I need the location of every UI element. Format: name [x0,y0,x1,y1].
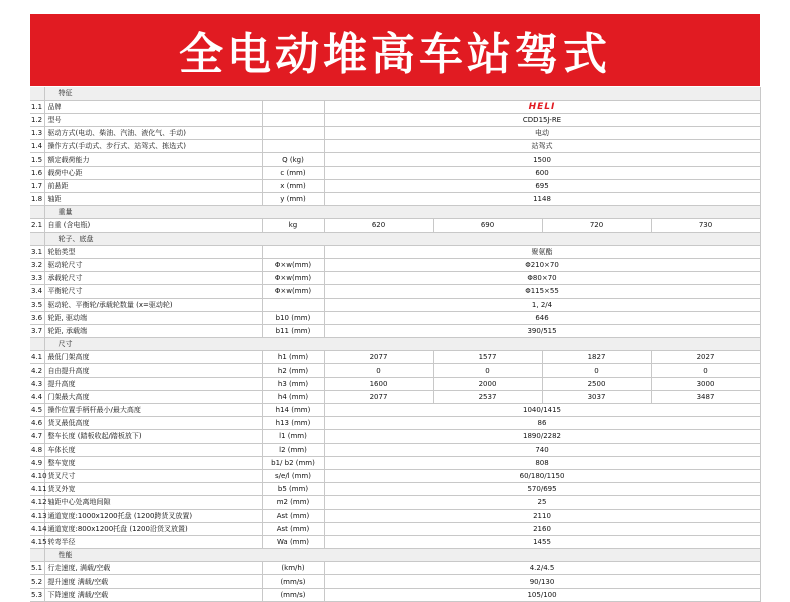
row-name: 转弯半径 [44,535,262,548]
row-value: 90/130 [324,575,760,588]
row-unit: Wa (mm) [262,535,324,548]
table-row [30,496,760,509]
row-value: 720 [542,219,651,232]
row-value: 2537 [433,390,542,403]
table-row [30,193,760,206]
row-name: 轮胎类型 [44,245,262,258]
row-unit [262,100,324,113]
row-number: 3.7 [30,324,44,337]
row-number: 1.5 [30,153,44,166]
row-value: 690 [433,219,542,232]
row-unit: (km/h) [262,562,324,575]
row-value: 2077 [324,390,433,403]
row-number: 5.2 [30,575,44,588]
section-num-cell [30,338,44,351]
table-row [30,113,760,126]
table-row [30,351,760,364]
table-row [30,483,760,496]
row-value: 2110 [324,509,760,522]
row-name: 操作位置手柄杆最小/最大高度 [44,404,262,417]
table-row [30,535,760,548]
table-row [30,588,760,601]
table-row [30,324,760,337]
row-number: 4.8 [30,443,44,456]
table-row [30,100,760,113]
row-unit [262,127,324,140]
row-value: 1148 [324,193,760,206]
row-name: 货叉尺寸 [44,469,262,482]
table-row [30,575,760,588]
row-value: 0 [433,364,542,377]
row-number: 4.5 [30,404,44,417]
table-row [30,140,760,153]
row-unit: Φ×w(mm) [262,272,324,285]
row-number: 4.15 [30,535,44,548]
table-row [30,298,760,311]
row-number: 4.14 [30,522,44,535]
row-name: 驱动轮尺寸 [44,258,262,271]
row-name: 门架最大高度 [44,390,262,403]
row-unit: l1 (mm) [262,430,324,443]
row-unit: h1 (mm) [262,351,324,364]
row-unit: h4 (mm) [262,390,324,403]
row-unit: s/e/l (mm) [262,469,324,482]
table-row [30,443,760,456]
row-unit: Ast (mm) [262,522,324,535]
row-name: 操作方式(手动式、步行式、站驾式、拣选式) [44,140,262,153]
row-unit: Ast (mm) [262,509,324,522]
row-unit: (mm/s) [262,575,324,588]
row-unit [262,113,324,126]
row-number: 3.4 [30,285,44,298]
row-value: 聚氨酯 [324,245,760,258]
section-label: 轮子、底盘 [44,232,760,245]
row-value: CDD15J-RE [324,113,760,126]
row-value: 2077 [324,351,433,364]
table-row [30,245,760,258]
section-label: 尺寸 [44,338,760,351]
row-number: 5.3 [30,588,44,601]
row-name: 载荷中心距 [44,166,262,179]
row-number: 4.10 [30,469,44,482]
table-row [30,522,760,535]
row-name: 车体长度 [44,443,262,456]
row-name: 通道宽度:1000x1200托盘 (1200跨货叉放置) [44,509,262,522]
row-value: 730 [651,219,760,232]
row-number: 4.6 [30,417,44,430]
row-number: 1.2 [30,113,44,126]
table-row [30,417,760,430]
table-row [30,562,760,575]
page-title: 全电动堆高车站驾式 [179,29,611,80]
row-name: 承载轮尺寸 [44,272,262,285]
table-row [30,127,760,140]
row-unit: b11 (mm) [262,324,324,337]
row-value: 808 [324,456,760,469]
row-unit: b5 (mm) [262,483,324,496]
row-name: 行走速度, 满载/空载 [44,562,262,575]
row-name: 轴距中心处离地间隙 [44,496,262,509]
row-value: 2160 [324,522,760,535]
row-value: Φ80×70 [324,272,760,285]
spec-table [30,87,761,602]
row-name: 品牌 [44,100,262,113]
row-value: 570/695 [324,483,760,496]
row-unit: h3 (mm) [262,377,324,390]
row-number: 3.6 [30,311,44,324]
row-value: 1827 [542,351,651,364]
brand-logo-cell [324,100,760,113]
row-name: 整车宽度 [44,456,262,469]
row-name: 轴距 [44,193,262,206]
section-header [30,549,760,562]
row-value: 站驾式 [324,140,760,153]
row-number: 3.5 [30,298,44,311]
row-value: 1577 [433,351,542,364]
row-name: 货叉外宽 [44,483,262,496]
row-unit: c (mm) [262,166,324,179]
row-unit: y (mm) [262,193,324,206]
section-header [30,87,760,100]
row-unit [262,245,324,258]
row-unit: h2 (mm) [262,364,324,377]
row-name: 轮距, 驱动端 [44,311,262,324]
section-label: 特征 [44,87,760,100]
row-value: 电动 [324,127,760,140]
title-banner [30,14,760,86]
row-value: 620 [324,219,433,232]
section-num-cell [30,549,44,562]
heli-logo: HELI [528,101,556,112]
row-unit: x (mm) [262,179,324,192]
row-value: 695 [324,179,760,192]
table-row [30,364,760,377]
row-value: 1, 2/4 [324,298,760,311]
row-number: 1.1 [30,100,44,113]
row-value: 2500 [542,377,651,390]
row-value: 0 [542,364,651,377]
row-name: 最低门架高度 [44,351,262,364]
row-number: 1.3 [30,127,44,140]
row-value: Φ210×70 [324,258,760,271]
row-unit: b10 (mm) [262,311,324,324]
row-number: 4.12 [30,496,44,509]
section-num-cell [30,206,44,219]
row-name: 驱动轮、平衡轮/承载轮数量 (x=驱动轮) [44,298,262,311]
row-value: 2000 [433,377,542,390]
table-row [30,285,760,298]
row-name: 自重 (含电瓶) [44,219,262,232]
row-number: 4.7 [30,430,44,443]
row-number: 1.7 [30,179,44,192]
row-value: 1890/2282 [324,430,760,443]
row-number: 5.1 [30,562,44,575]
row-number: 2.1 [30,219,44,232]
section-header [30,206,760,219]
row-value: 1455 [324,535,760,548]
table-row [30,390,760,403]
row-unit: b1/ b2 (mm) [262,456,324,469]
row-unit: m2 (mm) [262,496,324,509]
table-row [30,377,760,390]
row-name: 前悬距 [44,179,262,192]
row-number: 4.9 [30,456,44,469]
section-label: 重量 [44,206,760,219]
row-value: 3000 [651,377,760,390]
row-number: 4.13 [30,509,44,522]
row-name: 驱动方式(电动、柴油、汽油、液化气、手动) [44,127,262,140]
table-row [30,179,760,192]
row-value: 25 [324,496,760,509]
row-unit [262,298,324,311]
row-number: 4.2 [30,364,44,377]
row-name: 自由提升高度 [44,364,262,377]
row-unit: h14 (mm) [262,404,324,417]
table-row [30,166,760,179]
row-name: 平衡轮尺寸 [44,285,262,298]
section-header [30,232,760,245]
row-name: 下降速度 满载/空载 [44,588,262,601]
row-number: 3.3 [30,272,44,285]
row-value: 3487 [651,390,760,403]
section-num-cell [30,87,44,100]
row-unit: Φ×w(mm) [262,258,324,271]
row-value: 2027 [651,351,760,364]
table-row [30,272,760,285]
table-row [30,469,760,482]
row-value: 390/515 [324,324,760,337]
table-row [30,311,760,324]
row-name: 型号 [44,113,262,126]
row-number: 1.4 [30,140,44,153]
row-unit: (mm/s) [262,588,324,601]
row-value: Φ115×55 [324,285,760,298]
row-name: 轮距, 承载端 [44,324,262,337]
table-row [30,509,760,522]
row-value: 1600 [324,377,433,390]
section-header [30,338,760,351]
row-value: 1040/1415 [324,404,760,417]
row-unit: l2 (mm) [262,443,324,456]
row-unit: kg [262,219,324,232]
row-value: 740 [324,443,760,456]
table-row [30,456,760,469]
table-row [30,258,760,271]
row-value: 0 [651,364,760,377]
section-num-cell [30,232,44,245]
row-value: 0 [324,364,433,377]
row-number: 1.8 [30,193,44,206]
row-value: 86 [324,417,760,430]
row-name: 通道宽度:800x1200托盘 (1200沿货叉放置) [44,522,262,535]
row-value: 646 [324,311,760,324]
table-row [30,404,760,417]
section-label: 性能 [44,549,760,562]
row-unit: h13 (mm) [262,417,324,430]
row-number: 4.11 [30,483,44,496]
table-row [30,153,760,166]
row-name: 提升速度 满载/空载 [44,575,262,588]
row-name: 货叉最低高度 [44,417,262,430]
row-unit: Φ×w(mm) [262,285,324,298]
row-value: 60/180/1150 [324,469,760,482]
table-row [30,430,760,443]
row-number: 4.1 [30,351,44,364]
row-number: 4.3 [30,377,44,390]
row-name: 提升高度 [44,377,262,390]
row-number: 3.1 [30,245,44,258]
row-name: 整车长度 (踏板收起/踏板放下) [44,430,262,443]
row-value: 600 [324,166,760,179]
row-value: 4.2/4.5 [324,562,760,575]
row-unit [262,140,324,153]
table-row [30,219,760,232]
row-unit: Q (kg) [262,153,324,166]
row-name: 额定载荷能力 [44,153,262,166]
row-number: 3.2 [30,258,44,271]
row-value: 105/100 [324,588,760,601]
row-value: 3037 [542,390,651,403]
row-number: 4.4 [30,390,44,403]
row-number: 1.6 [30,166,44,179]
row-value: 1500 [324,153,760,166]
